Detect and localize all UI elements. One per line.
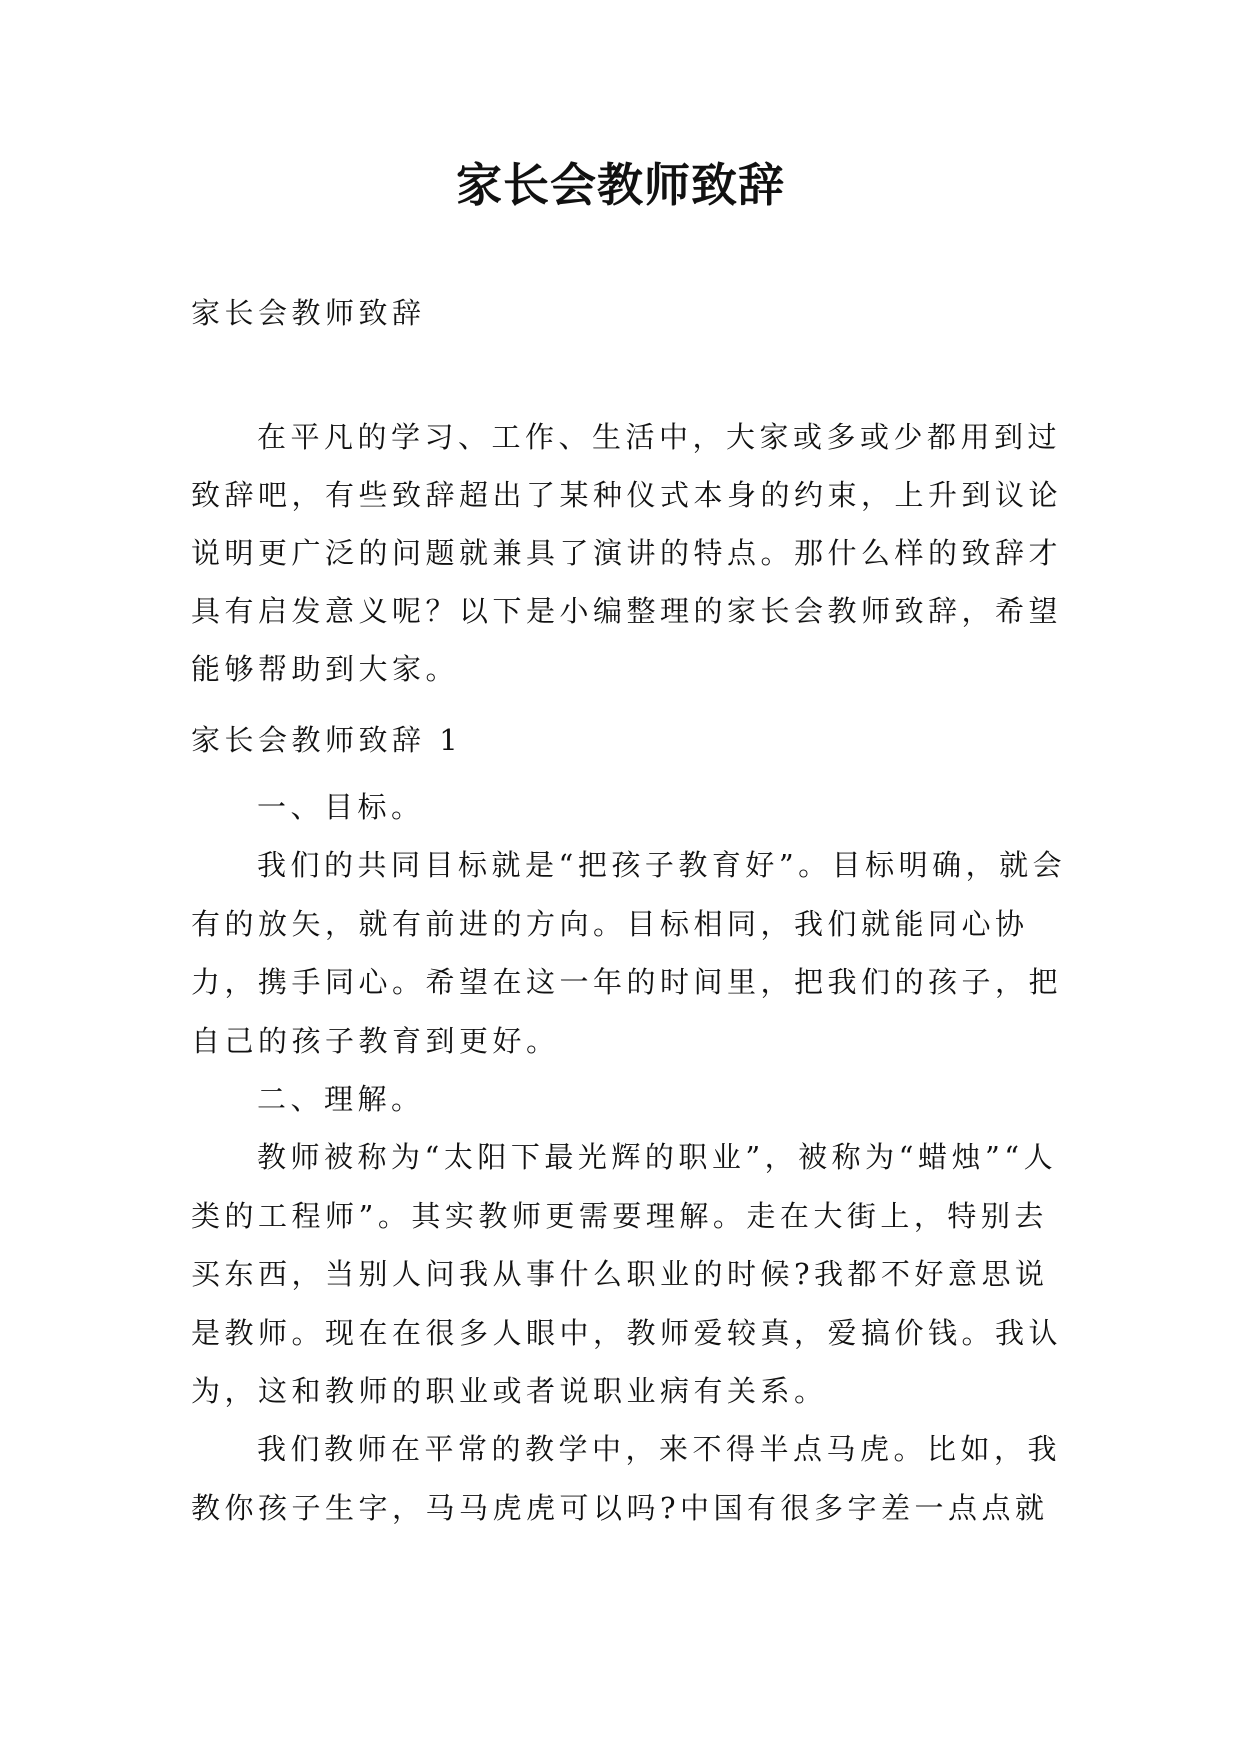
section-title: 家长会教师致辞 1 <box>191 723 463 757</box>
section-content <box>191 778 1071 1537</box>
paragraph-teaching: 我们教师在平常的教学中，来不得半点马虎。比如，我教你孩子生字，马马虎虎可以吗?中国有很多字差一点点就 <box>191 1432 1062 1525</box>
paragraph-understanding: 教师被称为“太阳下最光辉的职业”，被称为“蜡烛”“人类的工程师”。其实教师更需要理解。走在大街上，特别去买东西，当别人问我从事什么职业的时候?我都不好意思说是教师。现在在很多人眼中，教师爱较真，爱搞价钱。我认为，这和教师的职业或者说职业病有关系。 <box>191 1140 1063 1409</box>
document-title: 家长会教师致辞 <box>456 158 785 212</box>
heading-understanding: 二、理解。 <box>257 1082 425 1117</box>
intro-paragraph: 在平凡的学习、工作、生活中，大家或多或少都用到过致辞吧，有些致辞超出了某种仪式本身的约束，上升到议论说明更广泛的问题就兼具了演讲的特点。那什么样的致辞才具有启发意义呢？以下是小编整理的家长会教师致辞，希望能够帮助到大家。 <box>191 420 1063 686</box>
document-subtitle: 家长会教师致辞 <box>191 296 426 330</box>
heading-goal: 一、目标。 <box>257 790 425 824</box>
paragraph-goal: 我们的共同目标就是“把孩子教育好”。目标明确，就会有的放矢，就有前进的方向。目标相同，我们就能同心协力，携手同心。希望在这一年的时间里，把我们的孩子，把自己的孩子教育到更好。 <box>191 848 1067 1058</box>
